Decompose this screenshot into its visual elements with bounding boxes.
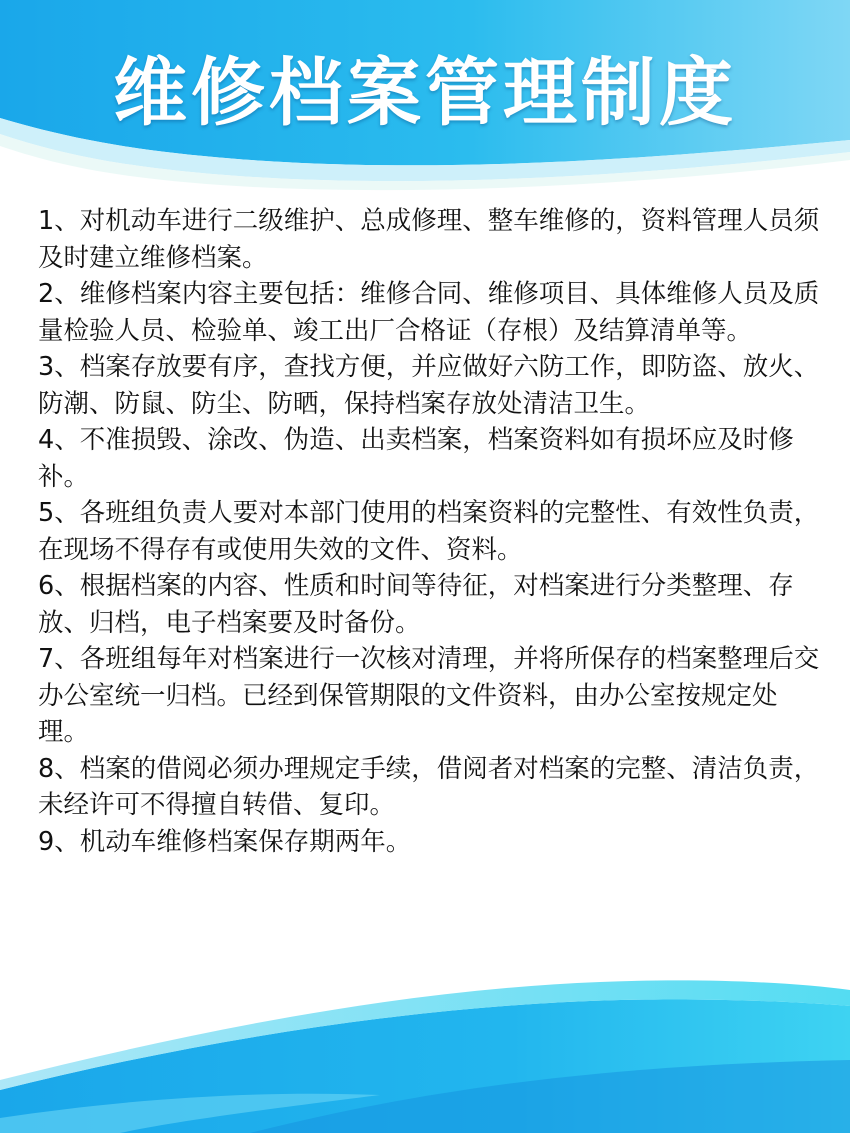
- rule-item-6: 6、根据档案的内容、性质和时间等待征，对档案进行分类整理、存放、归档，电子档案要及时备份。: [38, 571, 794, 638]
- rule-item-1: 1、对机动车进行二级维护、总成修理、整车维修的，资料管理人员须及时建立维修档案。: [38, 206, 820, 273]
- rules-list: [38, 203, 828, 860]
- rule-item-8: 8、档案的借阅必须办理规定手续，借阅者对档案的完整、清洁负责，未经许可不得擅自转借、复印。: [38, 753, 820, 820]
- rule-item-5: 5、各班组负责人要对本部门使用的档案资料的完整性、有效性负责，在现场不得存有或使用失效的文件、资料。: [38, 498, 820, 565]
- rule-item-4: 4、不准损毁、涂改、伪造、出卖档案，档案资料如有损坏应及时修补。: [38, 425, 794, 492]
- page-title: 维修档案管理制度: [113, 50, 737, 136]
- rule-item-3: 3、档案存放要有序，查找方便，并应做好六防工作，即防盗、放火、防潮、防鼠、防尘、防晒，保持档案存放处清洁卫生。: [38, 352, 820, 419]
- rule-item-9: 9、机动车维修档案保存期两年。: [38, 826, 412, 857]
- rule-item-7: 7、各班组每年对档案进行一次核对清理，并将所保存的档案整理后交办公室统一归档。已经到保管期限的文件资料，由办公室按规定处理。: [38, 644, 820, 747]
- rule-item-2: 2、维修档案内容主要包括：维修合同、维修项目、具体维修人员及质量检验人员、检验单、竣工出厂合格证（存根）及结算清单等。: [38, 279, 820, 346]
